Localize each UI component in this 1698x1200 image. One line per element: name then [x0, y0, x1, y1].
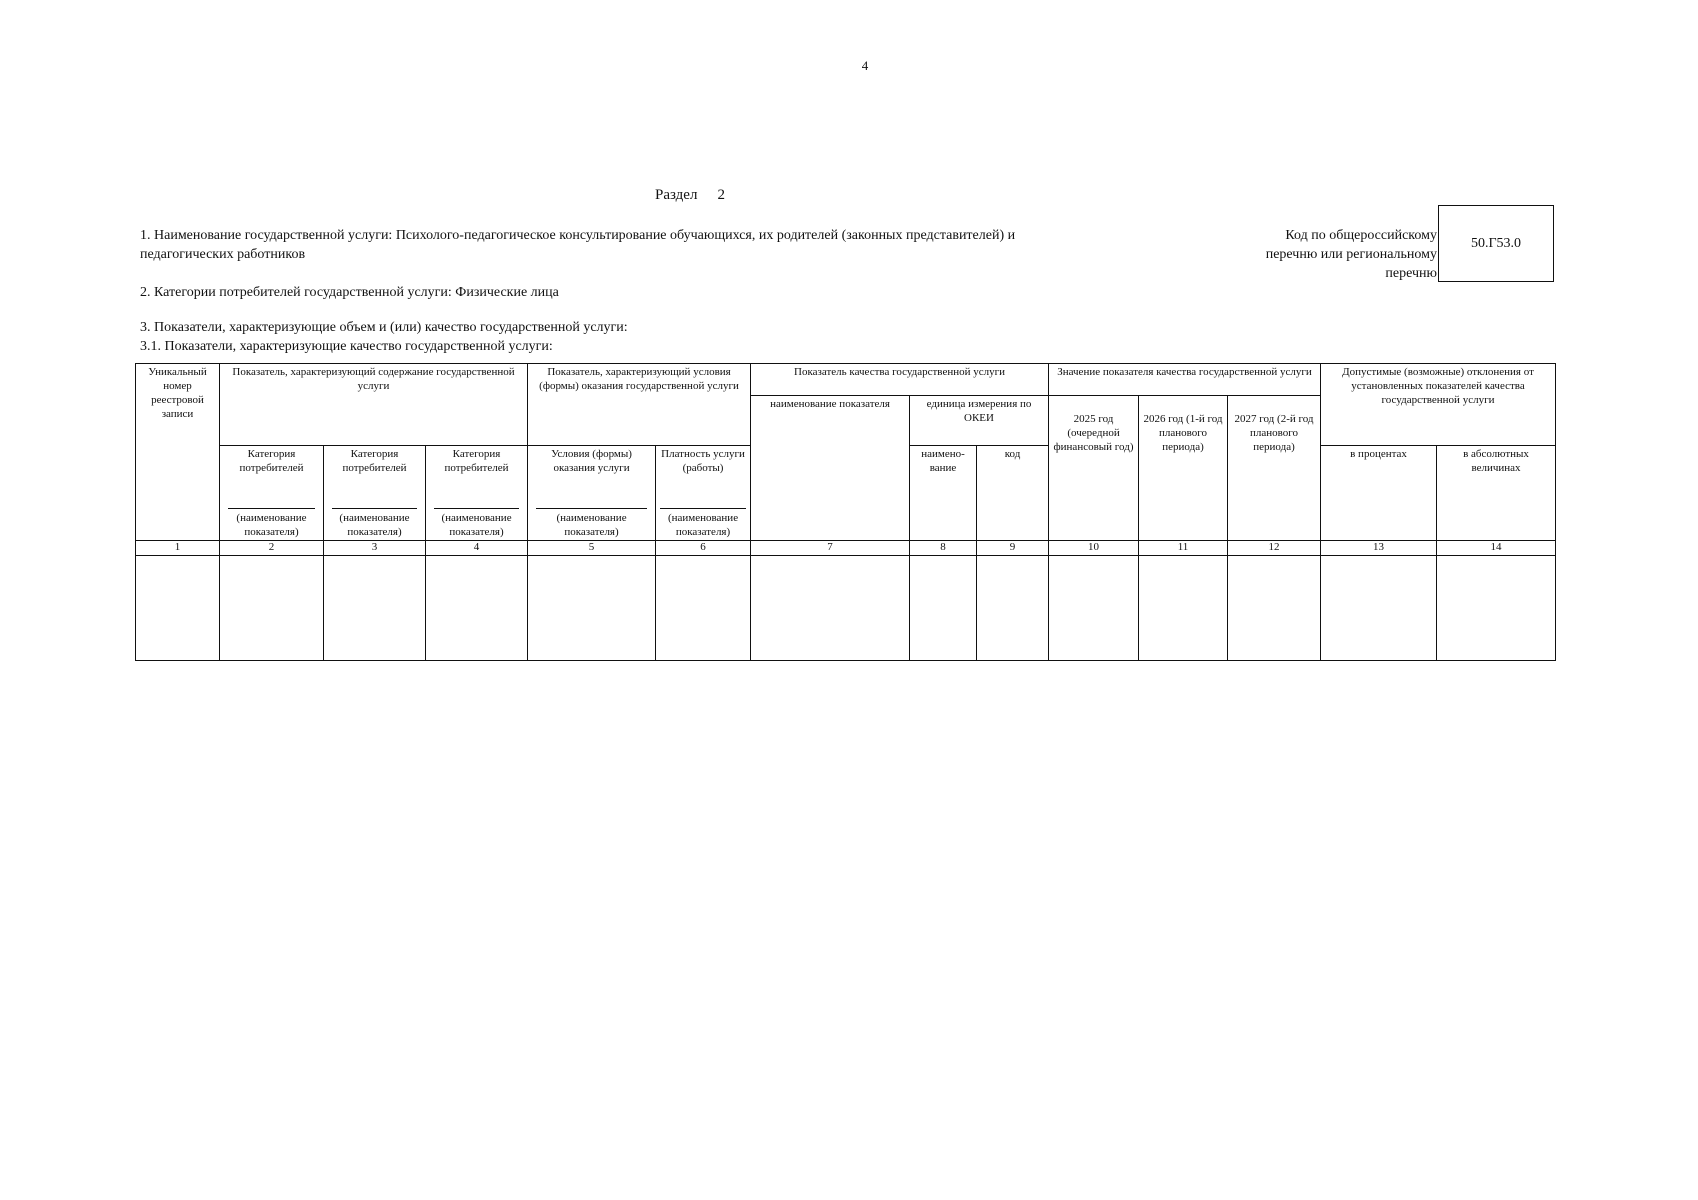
header-consumer-category-2: [324, 446, 426, 541]
code-label-line: перечню или региональному: [1265, 247, 1437, 262]
column-number: 4: [426, 541, 528, 556]
column-number: 5: [528, 541, 656, 556]
header-deviation-absolute: в абсолютных величинах: [1437, 446, 1556, 541]
header-unique-number: Уникальный номер реестровой записи: [136, 364, 220, 541]
code-box: [1438, 205, 1554, 282]
table-cell: [1321, 556, 1437, 661]
header-indicator-note: (наименование показателя): [434, 508, 519, 539]
table-cell: [1139, 556, 1228, 661]
header-quality-values: Значение показателя качества государственной услуги: [1049, 364, 1321, 396]
page-number: 4: [861, 58, 869, 73]
table-cell: [324, 556, 426, 661]
header-indicator-note: (наименование показателя): [228, 508, 315, 539]
header-conditions-label: Условия (формы) оказания услуги: [551, 448, 632, 474]
header-service-conditions: [528, 446, 656, 541]
table-row: [136, 556, 1556, 661]
code-label-line: перечню: [1385, 266, 1437, 281]
table-cell: [426, 556, 528, 661]
table-cell: [220, 556, 324, 661]
header-content-indicator: Показатель, характеризующий содержание государственной услуги: [220, 364, 528, 446]
header-payment-label: Платность услуги (работы): [661, 448, 745, 474]
header-unit: единица измерения по ОКЕИ: [910, 396, 1049, 446]
table-cell: [1228, 556, 1321, 661]
header-consumer-category-1: [220, 446, 324, 541]
table-cell: [136, 556, 220, 661]
header-indicator-note: (наименование показателя): [536, 508, 647, 539]
column-number: 6: [656, 541, 751, 556]
column-number: 3: [324, 541, 426, 556]
column-number: 7: [751, 541, 910, 556]
header-year-2026: 2026 год (1-й год планового периода): [1139, 396, 1228, 541]
column-number: 1: [136, 541, 220, 556]
quality-indicators-heading: 3.1. Показатели, характеризующие качество государственной услуги:: [140, 339, 553, 354]
code-label-line: Код по общероссийскому: [1285, 228, 1437, 243]
header-year-2027: 2027 год (2-й год планового периода): [1228, 396, 1321, 541]
table-cell: [977, 556, 1049, 661]
table-cell: [910, 556, 977, 661]
table-cell: [1437, 556, 1556, 661]
consumer-categories: 2. Категории потребителей государственной услуги: Физические лица: [140, 285, 559, 300]
indicators-heading: 3. Показатели, характеризующие объем и (или) качество государственной услуги:: [140, 320, 628, 335]
column-number: 2: [220, 541, 324, 556]
header-consumer-category-label: Категория потребителей: [444, 448, 509, 474]
column-number: 13: [1321, 541, 1437, 556]
header-consumer-category-label: Категория потребителей: [239, 448, 304, 474]
header-year-2025: 2025 год (очередной финансовый год): [1049, 396, 1139, 541]
header-quality-indicator: Показатель качества государственной услуги: [751, 364, 1049, 396]
code-value: 50.Г53.0: [1470, 235, 1522, 251]
header-indicator-name: наименование показателя: [751, 396, 910, 541]
header-conditions-indicator: Показатель, характеризующий условия (формы) оказания государственной услуги: [528, 364, 751, 446]
section-label: Раздел: [655, 187, 698, 203]
column-number: 14: [1437, 541, 1556, 556]
header-unit-name: наимено-вание: [910, 446, 977, 541]
table-cell: [751, 556, 910, 661]
header-deviation-percent: в процентах: [1321, 446, 1437, 541]
section-title: [655, 187, 725, 204]
header-deviations: Допустимые (возможные) отклонения от установленных показателей качества государственной услуги: [1321, 364, 1556, 446]
header-indicator-note: (наименование показателя): [660, 508, 746, 539]
column-number: 11: [1139, 541, 1228, 556]
header-consumer-category-label: Категория потребителей: [342, 448, 407, 474]
service-name: 1. Наименование государственной услуги: Психолого-педагогическое консультирование обучающихся, их родителей (законных представителей) и педагогических работников: [140, 228, 1016, 262]
header-consumer-category-3: [426, 446, 528, 541]
quality-indicators-table: [135, 363, 1556, 661]
code-label: [1180, 226, 1437, 283]
header-unit-code: код: [977, 446, 1049, 541]
table-cell: [1049, 556, 1139, 661]
header-indicator-note: (наименование показателя): [332, 508, 417, 539]
column-number: 12: [1228, 541, 1321, 556]
column-number: 9: [977, 541, 1049, 556]
column-number: 10: [1049, 541, 1139, 556]
section-number: 2: [717, 187, 725, 203]
table-cell: [656, 556, 751, 661]
table-cell: [528, 556, 656, 661]
column-number: 8: [910, 541, 977, 556]
header-service-payment: [656, 446, 751, 541]
